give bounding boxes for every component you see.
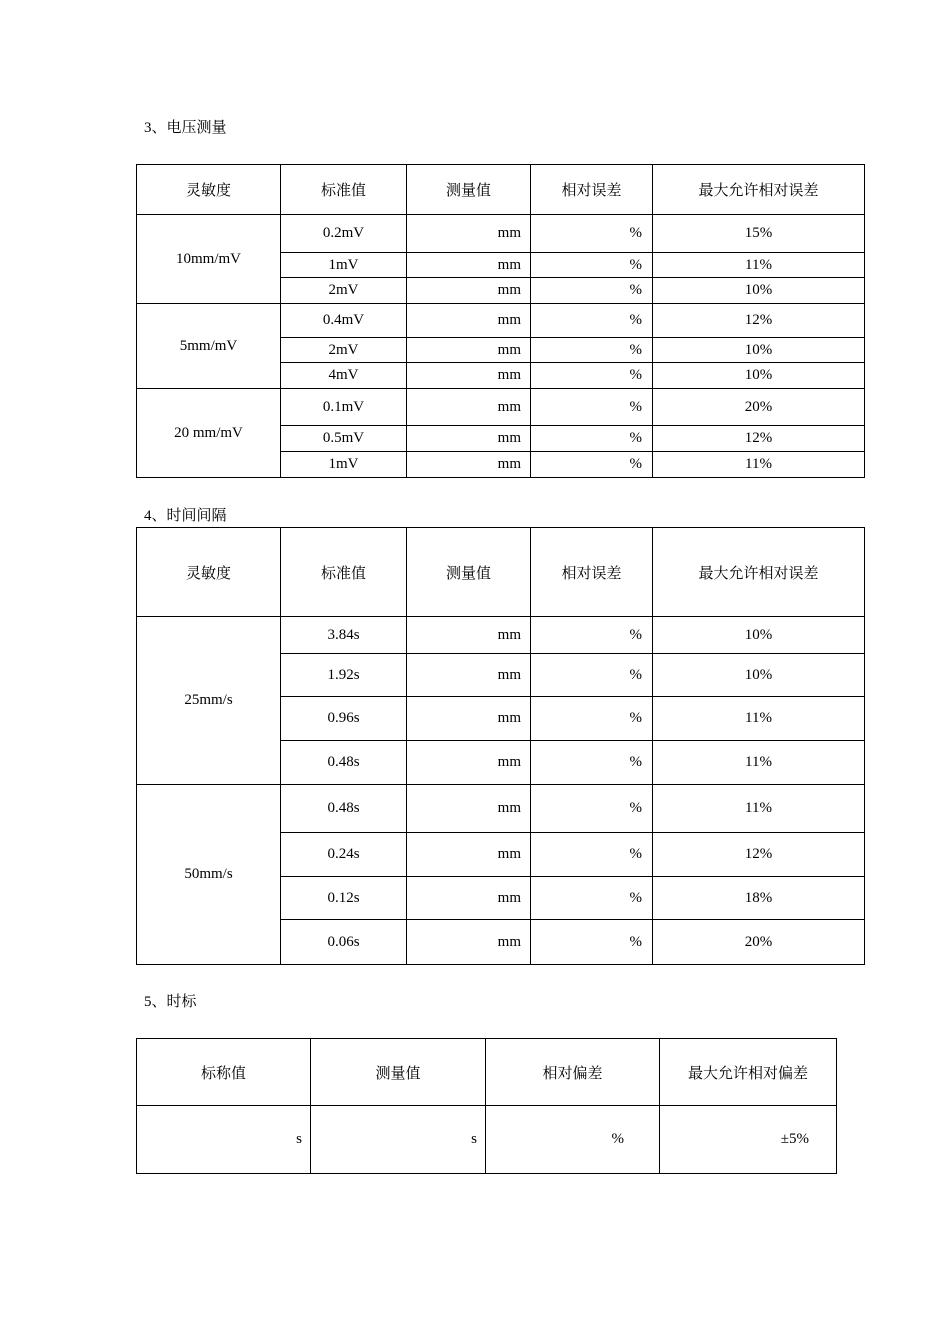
relative-error: % xyxy=(531,338,653,363)
measured-unit: mm xyxy=(407,920,531,965)
measured-unit: mm xyxy=(407,426,531,452)
col-header-max-error: 最大允许相对误差 xyxy=(653,528,865,617)
relative-error: % xyxy=(531,278,653,304)
sensitivity-cell: 25mm/s xyxy=(137,617,281,785)
max-error: 12% xyxy=(653,304,865,338)
standard-value: 0.06s xyxy=(281,920,407,965)
measured-unit: mm xyxy=(407,253,531,278)
header-row xyxy=(137,528,865,617)
max-error: 11% xyxy=(653,697,865,741)
standard-value: 0.24s xyxy=(281,833,407,877)
standard-value: 2mV xyxy=(281,338,407,363)
standard-value: 1mV xyxy=(281,452,407,478)
max-error: 10% xyxy=(653,338,865,363)
sensitivity-cell: 10mm/mV xyxy=(137,215,281,304)
table-row xyxy=(137,617,865,654)
header-row xyxy=(137,1039,837,1106)
max-error: 12% xyxy=(653,833,865,877)
relative-deviation: % xyxy=(486,1106,660,1174)
max-error: 11% xyxy=(653,741,865,785)
standard-value: 3.84s xyxy=(281,617,407,654)
relative-error: % xyxy=(531,389,653,426)
standard-value: 2mV xyxy=(281,278,407,304)
col-header-standard: 标准值 xyxy=(281,528,407,617)
table-row xyxy=(137,215,865,253)
measured-unit: mm xyxy=(407,833,531,877)
nominal-unit: s xyxy=(137,1106,311,1174)
measured-unit: mm xyxy=(407,389,531,426)
max-error: 10% xyxy=(653,654,865,697)
relative-error: % xyxy=(531,920,653,965)
col-header-max-deviation: 最大允许相对偏差 xyxy=(660,1039,837,1106)
relative-error: % xyxy=(531,741,653,785)
measured-unit: mm xyxy=(407,617,531,654)
relative-error: % xyxy=(531,253,653,278)
relative-error: % xyxy=(531,654,653,697)
sensitivity-cell: 5mm/mV xyxy=(137,304,281,389)
standard-value: 0.5mV xyxy=(281,426,407,452)
col-header-measured: 测量值 xyxy=(407,165,531,215)
sensitivity-cell: 20 mm/mV xyxy=(137,389,281,478)
table-row xyxy=(137,1106,837,1174)
standard-value: 0.4mV xyxy=(281,304,407,338)
measured-unit: mm xyxy=(407,877,531,920)
relative-error: % xyxy=(531,697,653,741)
standard-value: 0.48s xyxy=(281,741,407,785)
col-header-measured: 测量值 xyxy=(311,1039,486,1106)
relative-error: % xyxy=(531,617,653,654)
standard-value: 0.1mV xyxy=(281,389,407,426)
max-error: 10% xyxy=(653,278,865,304)
section-3-heading: 3、电压测量 xyxy=(144,120,227,136)
col-header-sensitivity: 灵敏度 xyxy=(137,528,281,617)
section-4-heading: 4、时间间隔 xyxy=(144,508,227,524)
sensitivity-cell: 50mm/s xyxy=(137,785,281,965)
voltage-measurement-table xyxy=(136,164,865,478)
measured-unit: s xyxy=(311,1106,486,1174)
max-error: 11% xyxy=(653,253,865,278)
max-error: 10% xyxy=(653,617,865,654)
measured-unit: mm xyxy=(407,741,531,785)
measured-unit: mm xyxy=(407,785,531,833)
relative-error: % xyxy=(531,833,653,877)
max-error: 15% xyxy=(653,215,865,253)
relative-error: % xyxy=(531,785,653,833)
relative-error: % xyxy=(531,426,653,452)
col-header-max-error: 最大允许相对误差 xyxy=(653,165,865,215)
max-error: 11% xyxy=(653,785,865,833)
max-error: 18% xyxy=(653,877,865,920)
relative-error: % xyxy=(531,304,653,338)
max-error: 20% xyxy=(653,389,865,426)
max-deviation: ±5% xyxy=(660,1106,837,1174)
standard-value: 1mV xyxy=(281,253,407,278)
col-header-sensitivity: 灵敏度 xyxy=(137,165,281,215)
measured-unit: mm xyxy=(407,697,531,741)
relative-error: % xyxy=(531,452,653,478)
measured-unit: mm xyxy=(407,654,531,697)
standard-value: 0.96s xyxy=(281,697,407,741)
time-mark-table xyxy=(136,1038,837,1174)
relative-error: % xyxy=(531,215,653,253)
col-header-relative-deviation: 相对偏差 xyxy=(486,1039,660,1106)
header-row xyxy=(137,165,865,215)
standard-value: 4mV xyxy=(281,363,407,389)
measured-unit: mm xyxy=(407,304,531,338)
section-5-heading: 5、时标 xyxy=(144,994,197,1010)
measured-unit: mm xyxy=(407,452,531,478)
col-header-standard: 标准值 xyxy=(281,165,407,215)
col-header-relative-error: 相对误差 xyxy=(531,165,653,215)
measured-unit: mm xyxy=(407,215,531,253)
time-interval-table xyxy=(136,527,865,965)
max-error: 10% xyxy=(653,363,865,389)
standard-value: 0.12s xyxy=(281,877,407,920)
measured-unit: mm xyxy=(407,278,531,304)
relative-error: % xyxy=(531,877,653,920)
relative-error: % xyxy=(531,363,653,389)
max-error: 12% xyxy=(653,426,865,452)
table-row xyxy=(137,389,865,426)
max-error: 20% xyxy=(653,920,865,965)
max-error: 11% xyxy=(653,452,865,478)
table-row xyxy=(137,304,865,338)
standard-value: 0.48s xyxy=(281,785,407,833)
col-header-relative-error: 相对误差 xyxy=(531,528,653,617)
col-header-measured: 测量值 xyxy=(407,528,531,617)
measured-unit: mm xyxy=(407,363,531,389)
col-header-nominal: 标称值 xyxy=(137,1039,311,1106)
table-row xyxy=(137,785,865,833)
measured-unit: mm xyxy=(407,338,531,363)
standard-value: 1.92s xyxy=(281,654,407,697)
standard-value: 0.2mV xyxy=(281,215,407,253)
